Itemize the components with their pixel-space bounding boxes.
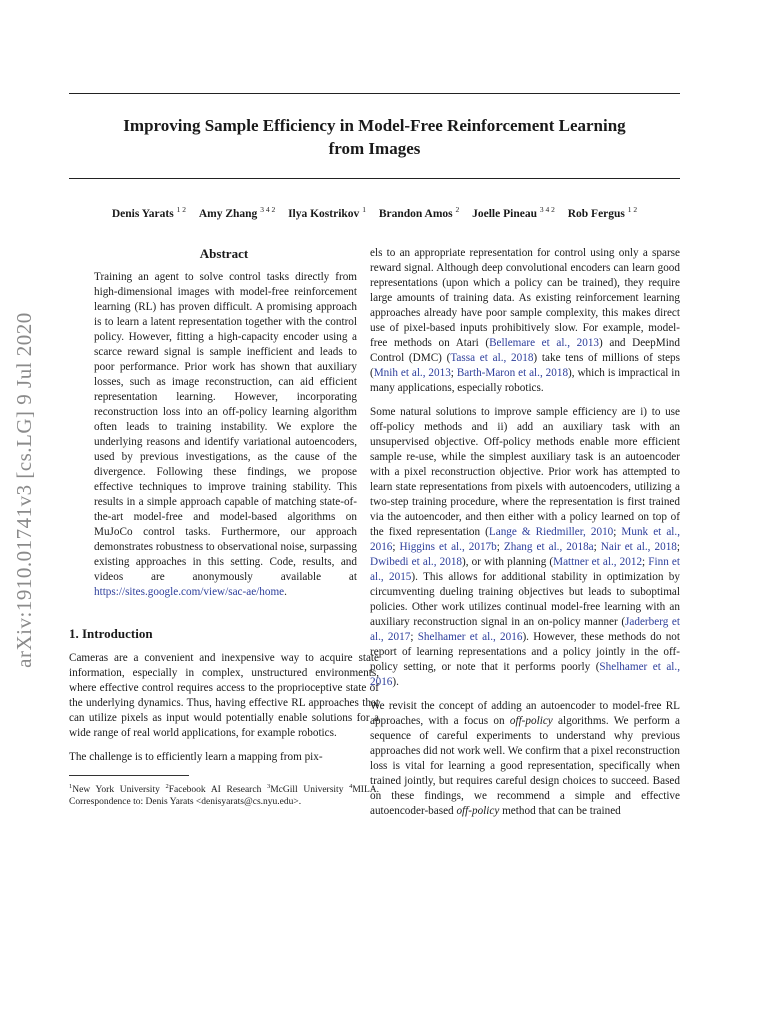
- abstract-text: Training an agent to solve control tasks directly from high-dimensional images with model-free reinforcement learning (RL) has proven difficult. A promising approach is to learn a latent representation together with the control policy. However, fitting a high-capacity encoder using a scarce reward signal is sample inefficient and leads to poor performance. Prior work has shown that auxiliary losses, such as image reconstruction, can aid efficient representation learning. However, incorporating reconstruction loss into an off-policy learning algorithm often leads to training instability. We explore the underlying reasons and identify variational autoencoders, used by previous investigations, as the cause of the divergence. Following these findings, we propose effective techniques to improve training stability. This results in a simple approach capable of matching state-of-the-art model-free and model-based algorithms on MuJoCo control tasks. Furthermore, our approach demonstrates robustness to observational noise, surpassing existing approaches in this setting. Code, results, and videos are anonymously available at https://sites.google.com/view/sac-ae/home.: [94, 271, 357, 598]
- author-list: [69, 205, 680, 220]
- citation-link[interactable]: Dwibedi et al., 2018: [370, 556, 463, 568]
- author: Joelle Pineau $^{3 4 2}$: [472, 205, 555, 220]
- author: Rob Fergus $^{1 2}$: [567, 205, 638, 220]
- intro-paragraph-3: els to an appropriate representation for control using only a sparse reward signal. Although deep convolutional encoders can learn good representations (upon which a policy can be trained), they require large amounts of training data. As existing reinforcement learning approaches already have poor sample complexity, this makes direct use of pixel-based inputs prohibitively slow. For example, model-free methods on Atari (Bellemare et al., 2013) and DeepMind Control (DMC) (Tassa et al., 2018) take tens of millions of steps (Mnih et al., 2013; Barth-Maron et al., 2018), which is impractical in many applications, especially robotics.: [370, 247, 680, 394]
- citation-link[interactable]: Mnih et al., 2013: [373, 367, 451, 379]
- citation-link[interactable]: Jaderberg et al., 2017: [370, 616, 680, 643]
- footnote-rule: [69, 775, 189, 776]
- citation-link[interactable]: Tassa et al., 2018: [450, 352, 534, 364]
- title-line-1: Improving Sample Efficiency in Model-Free Reinforcement Learning: [123, 116, 626, 135]
- top-rule: [69, 93, 680, 94]
- bottom-rule: [69, 178, 680, 179]
- citation-link[interactable]: Nair et al., 2018: [600, 541, 677, 553]
- citation-link[interactable]: Munk et al., 2016: [370, 526, 680, 553]
- citation-link[interactable]: Shelhamer et al., 2016: [370, 661, 680, 688]
- author: Denis Yarats $^{1 2}$: [111, 205, 186, 220]
- citation-link[interactable]: Barth-Maron et al., 2018: [456, 367, 569, 379]
- author: Amy Zhang $^{3 4 2}$: [198, 205, 276, 220]
- left-column: [69, 246, 379, 808]
- citation-link[interactable]: Mattner et al., 2012: [553, 556, 643, 568]
- intro-paragraph-5: We revisit the concept of adding an autoencoder to model-free RL approaches, with a focus on off-policy algorithms. We perform a sequence of careful experiments to understand why previous approaches did not work well. We confirm that a pixel reconstruction loss is vital for learning a good representation, specifically when trained jointly, but requires careful design choices to succeed. Based on these findings, we recommend a simple and effective autoencoder-based off-policy method that can be trained: [370, 700, 681, 817]
- introduction-heading: 1. Introduction: [69, 626, 153, 641]
- citation-link[interactable]: Bellemare et al., 2013: [489, 337, 600, 349]
- citation-link[interactable]: Higgins et al., 2017b: [399, 541, 497, 553]
- title-line-2: from Images: [328, 139, 421, 158]
- author: Ilya Kostrikov $^1$: [288, 205, 366, 220]
- intro-paragraph-1: Cameras are a convenient and inexpensive way to acquire state information, especially in complex, unstructured environments, where effective control requires access to the proprioceptive state of the underlying dynamics. Thus, having effective RL approaches that can utilize pixels as input would potentially enable solutions for a wide range of real world applications, for example robotics.: [69, 652, 379, 739]
- citation-link[interactable]: Lange & Riedmiller, 2010: [488, 526, 614, 538]
- intro-paragraph-2: The challenge is to efficiently learn a mapping from pix-: [69, 751, 323, 763]
- project-link[interactable]: https://sites.google.com/view/sac-ae/home: [94, 586, 285, 598]
- arxiv-identifier: arXiv:1910.01741v3 [cs.LG] 9 Jul 2020: [12, 312, 36, 668]
- citation-link[interactable]: Shelhamer et al., 2016: [417, 631, 523, 643]
- citation-link[interactable]: Finn et al., 2015: [370, 556, 680, 583]
- paper-title: [69, 114, 680, 160]
- abstract-heading: Abstract: [199, 246, 249, 261]
- author: Brandon Amos $^2$: [378, 205, 460, 220]
- citation-link[interactable]: Zhang et al., 2018a: [503, 541, 594, 553]
- right-column: [370, 246, 680, 828]
- intro-paragraph-4: Some natural solutions to improve sample efficiency are i) to use off-policy methods and ii) add an auxiliary task with an unsupervised objective. Off-policy methods enable more efficient sample re-use, while the simplest auxiliary task is an autoencoder with a pixel reconstruction objective. Prior work has attempted to learn state representations from pixels with autoencoders, utilizing a two-step training procedure, where the representation is first trained via the autoencoder, and then either with a policy learned on top of the fixed representation (Lange & Riedmiller, 2010; Munk et al., 2016; Higgins et al., 2017b; Zhang et al., 2018a; Nair et al., 2018; Dwibedi et al., 2018), or with planning (Mattner et al., 2012; Finn et al., 2015). This allows for additional stability in optimization by circumventing dueling training objectives but leads to suboptimal policies. Other work utilizes continual model-free learning with an auxiliary reconstruction signal in an on-policy manner (Jaderberg et al., 2017; Shelhamer et al., 2016). However, these methods do not report of learning representations and a policy jointly in the off-policy setting, or note that it performs poorly (Shelhamer et al., 2016).: [370, 406, 680, 688]
- affiliation-footnote: $^1$New York University $^2$Facebook AI Research $^3$McGill University $^4$MILA. Correspondence to: Denis Yarats <denisyarats@cs.nyu.edu>.: [69, 783, 380, 808]
